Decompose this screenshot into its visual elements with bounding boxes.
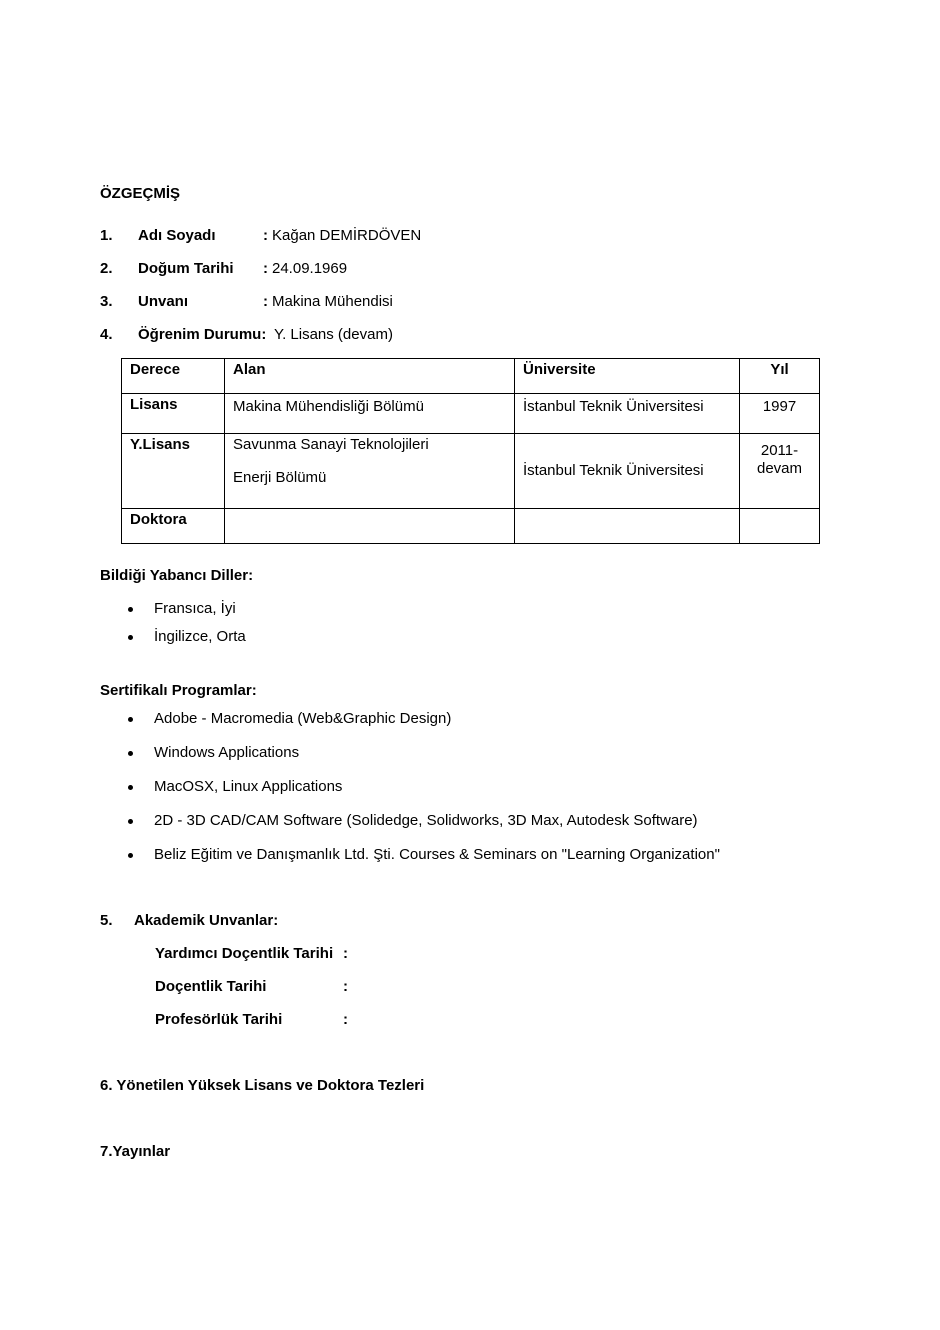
certificate-text: Adobe - Macromedia (Web&Graphic Design) — [154, 710, 452, 727]
item-number: 1. — [100, 227, 113, 244]
certificate-text: 2D - 3D CAD/CAM Software (Solidedge, Solidworks, 3D Max, Autodesk Software) — [154, 812, 698, 829]
university-header: Üniversite — [515, 359, 740, 394]
title-value: Makina Mühendisi — [272, 293, 393, 310]
list-item — [125, 744, 720, 762]
birthdate-label: Doğum Tarihi — [138, 260, 234, 277]
prof-label: Profesörlük Tarihi — [155, 1011, 283, 1028]
bullet-icon — [128, 607, 133, 612]
languages-heading: Bildiği Yabancı Diller: — [100, 567, 254, 584]
bullet-icon — [128, 635, 133, 640]
degree-cell: Lisans — [122, 394, 225, 434]
year-header: Yıl — [740, 359, 820, 394]
bullet-icon — [128, 853, 133, 858]
education-label: Öğrenim Durumu: — [138, 326, 267, 343]
certificates-heading: Sertifikalı Programlar: — [100, 682, 257, 699]
year-cell: 1997 — [740, 394, 820, 434]
theses-heading: 6. Yönetilen Yüksek Lisans ve Doktora Tezleri — [100, 1077, 425, 1094]
document-title: ÖZGEÇMİŞ — [100, 185, 181, 202]
table-header-row — [122, 359, 820, 394]
bullet-icon — [128, 819, 133, 824]
university-cell: İstanbul Teknik Üniversitesi — [515, 394, 740, 434]
year-line: 2011- — [760, 442, 799, 459]
certificates-list — [125, 710, 720, 864]
item-number: 4. — [100, 326, 113, 343]
certificate-text: MacOSX, Linux Applications — [154, 778, 343, 795]
field-cell — [225, 434, 515, 509]
list-item — [125, 812, 720, 830]
year-cell — [740, 509, 820, 544]
academic-number: 5. — [100, 912, 113, 929]
university-cell: İstanbul Teknik Üniversitesi — [515, 434, 740, 509]
birthdate-value: 24.09.1969 — [272, 260, 348, 277]
table-row — [122, 394, 820, 434]
assoc-asst-prof-separator: : — [343, 945, 348, 962]
table-row — [122, 509, 820, 544]
academic-heading: Akademik Unvanlar: — [134, 912, 279, 929]
degree-header: Derece — [122, 359, 225, 394]
year-line: devam — [756, 460, 803, 477]
field-cell — [225, 509, 515, 544]
name-label: Adı Soyadı — [138, 227, 216, 244]
education-table — [121, 358, 820, 544]
certificate-text: Windows Applications — [154, 744, 300, 761]
bullet-icon — [128, 751, 133, 756]
list-item — [125, 710, 720, 728]
item-number: 2. — [100, 260, 113, 277]
assoc-asst-prof-label: Yardımcı Doçentlik Tarihi — [155, 945, 334, 962]
bullet-icon — [128, 785, 133, 790]
certificate-text: Beliz Eğitim ve Danışmanlık Ltd. Şti. Courses & Seminars on "Learning Organization" — [154, 846, 720, 863]
name-separator: : — [263, 227, 268, 244]
field-cell: Makina Mühendisliği Bölümü — [225, 394, 515, 434]
year-cell — [740, 434, 820, 509]
list-item — [125, 846, 720, 864]
title-label: Unvanı — [138, 293, 189, 310]
name-value: Kağan DEMİRDÖVEN — [272, 227, 422, 244]
title-separator: : — [263, 293, 268, 310]
language-text: İngilizce, Orta — [154, 628, 246, 645]
table-row — [122, 434, 820, 509]
list-item — [125, 600, 246, 618]
prof-separator: : — [343, 1011, 348, 1028]
bullet-icon — [128, 717, 133, 722]
assoc-prof-separator: : — [343, 978, 348, 995]
university-cell — [515, 509, 740, 544]
item-number: 3. — [100, 293, 113, 310]
publications-heading: 7.Yayınlar — [100, 1143, 171, 1160]
field-header: Alan — [225, 359, 515, 394]
list-item — [125, 628, 246, 646]
education-value: Y. Lisans (devam) — [274, 326, 393, 343]
birthdate-separator: : — [263, 260, 268, 277]
field-line: Enerji Bölümü — [233, 469, 327, 486]
field-line: Savunma Sanayi Teknolojileri — [233, 436, 429, 453]
assoc-prof-label: Doçentlik Tarihi — [155, 978, 267, 995]
list-item — [125, 778, 720, 796]
degree-cell: Doktora — [122, 509, 225, 544]
language-text: Fransıca, İyi — [154, 600, 236, 617]
languages-list — [125, 600, 246, 646]
degree-cell: Y.Lisans — [122, 434, 225, 509]
